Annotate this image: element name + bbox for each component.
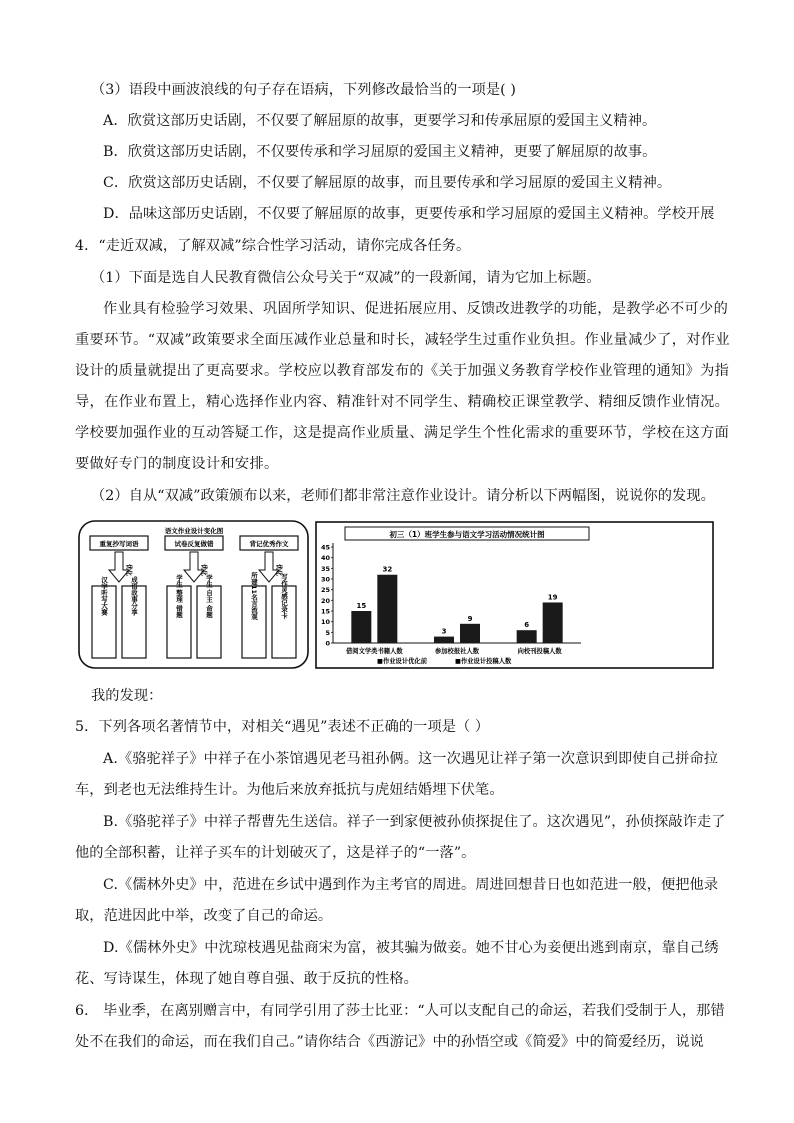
q3-option-b: B．欣赏这部历史话剧，不仅要传承和学习屈原的爱国主义精神，更要了解屈原的故事。 <box>103 144 657 160</box>
bar-chart-frame <box>316 522 713 668</box>
q5-option-c-2: 取，范进因此中举，改变了自己的命运。 <box>75 908 333 924</box>
bar-before <box>351 611 371 643</box>
bar-data-label: 3 <box>441 627 447 636</box>
bar-data-label: 9 <box>467 614 473 623</box>
x-tick-label: 参加校报社人数 <box>434 648 480 655</box>
q4-part2: （2）自从“双减”政策颁布以来，老师们都非常注意作业设计。请分析以下两幅图，说说你的发现。 <box>91 488 715 504</box>
q5-option-c-1: C.《儒林外史》中，范进在乡试中遇到作为主考官的周进。周进回想昔日也如范进一般，便把他录 <box>103 877 719 893</box>
bar-data-label: 6 <box>524 621 530 630</box>
flow-column-3 <box>240 536 298 658</box>
news-line-1: 作业具有检验学习效果、巩固所学知识、促进拓展应用、反馈改进教学的功能，是教学必不可少的 <box>103 301 729 317</box>
bar-after <box>543 602 563 643</box>
q4-stem: 4．“走近双减，了解双减”综合性学习活动，请你完成各任务。 <box>75 238 471 254</box>
news-line-6: 要做好专门的制度设计和安排。 <box>75 456 279 472</box>
flow-after-text-1: 所建11名言流观 <box>250 571 258 621</box>
q4-part1: （1）下面是选自人民教育微信公众号关于“双减”的一段新闻，请为它加上标题。 <box>91 270 601 286</box>
bar-data-label: 32 <box>382 565 393 574</box>
bar-chart-title: 初三（1）班学生参与语文学习活动情况统计图 <box>389 530 545 539</box>
legend-entry-before: ■作业设计优化前 <box>377 658 428 665</box>
q5-option-a-1: A.《骆驼祥子》中祥子在小茶馆遇见老马祖孙俩。这一次遇见让祥子第一次意识到即使自己拼命拉 <box>103 751 719 767</box>
q3-option-a: A．欣赏这部历史话剧，不仅要了解屈原的故事，更要学习和传承屈原的爱国主义精神。 <box>103 113 657 129</box>
bar-data-label: 19 <box>547 593 558 602</box>
flow-column-2 <box>165 536 223 658</box>
bar-after <box>377 575 397 643</box>
news-line-3: 设计的质量就提出了更高要求。学校应以教育部发布的《关于加强义务教育学校作业管理的通知》为指 <box>75 363 730 379</box>
bar-after <box>460 624 480 643</box>
q3-option-d: D．品味这部历史话剧，不仅要了解屈原的故事，更要传承和学习屈原的爱国主义精神。学校开展 <box>103 206 715 222</box>
q5-option-d-2: 花、写诗谋生，体现了她自尊自强、敢于反抗的性格。 <box>75 971 418 987</box>
q5-option-b-2: 他的全部积蓄，让祥子买车的计划破灭了，这是祥子的“一落”。 <box>75 845 476 861</box>
x-tick-label: 借阅文学类书籍人数 <box>345 648 403 655</box>
q6-line-1: 6． 毕业季，在离别赠言中，有同学引用了莎士比亚：“人可以支配自己的命运，若我们受制于人，那错 <box>75 1003 725 1019</box>
y-tick-label: 20 <box>320 596 330 605</box>
flow-column-1 <box>90 536 148 658</box>
q6-line-2: 处不在我们的命运，而在我们自己。”请你结合《西游记》中的孙悟空或《简爱》中的简爱经历，说说 <box>75 1034 704 1050</box>
legend-entry-after: ■作业设计投稿人数 <box>455 658 512 665</box>
flow-after-text-1: 学生 整理 错题 <box>175 574 183 618</box>
flow-before-text: 试卷反复做错 <box>174 540 214 548</box>
y-tick-label: 30 <box>320 575 330 584</box>
q5-option-a-2: 车，到老也无法维持生计。为他后来放弃抵抗与虎妞结婚埋下伏笔。 <box>75 782 504 798</box>
q3-stem: （3）语段中画波浪线的句子存在语病，下列修改最恰当的一项是( ) <box>91 82 517 98</box>
y-tick-label: 10 <box>320 618 330 627</box>
flow-after-text-2: 学生 自主 命题 <box>205 574 213 618</box>
flow-before-text: 重复抄写词语 <box>99 540 139 548</box>
bar-data-label: 15 <box>356 602 367 610</box>
y-tick-label: 5 <box>325 628 330 637</box>
news-line-2: 重要环节。“双减”政策要求全面压减作业总量和时长，减轻学生过重作业负担。作业量减少了，对作业 <box>75 332 730 348</box>
y-tick-label: 45 <box>320 543 330 552</box>
flow-chart-title: 语文作业设计变化图 <box>164 527 224 535</box>
y-tick-label: 40 <box>320 554 330 563</box>
bar-chart <box>315 521 715 670</box>
flow-arrow-label: 优化 <box>125 564 132 577</box>
bar-chart-plot <box>321 543 581 665</box>
news-line-5: 学校要加强作业的互动答疑工作，这是提高作业质量、满足学生个性化需求的重要环节，学校在这方面 <box>75 425 730 441</box>
flow-after-text-2: 写作灵感记录卡 <box>280 573 288 619</box>
x-tick-label: 向校刊投稿人数 <box>517 648 562 655</box>
flow-arrow-label: 优化 <box>200 564 207 577</box>
flow-after-text-2: 成语故事分享 <box>130 576 138 616</box>
y-tick-label: 35 <box>320 564 330 573</box>
bar-before <box>517 630 537 643</box>
bar-before <box>434 637 454 643</box>
flow-chart <box>78 520 310 670</box>
flow-before-text: 背记优秀作文 <box>249 540 289 548</box>
q5-option-b-1: B.《骆驼祥子》中祥子帮曹先生送信。祥子一到家便被孙侦探捉住了。这次遇见”，孙侦探敲诈走了 <box>103 814 726 830</box>
q5-option-d-1: D.《儒林外史》中沈琼枝遇见盐商宋为富，被其骗为做妾。她不甘心为妾便出逃到南京，靠自己绣 <box>103 940 719 956</box>
flow-arrow-label: 优化 <box>275 564 282 577</box>
figures <box>78 520 718 672</box>
y-tick-label: 15 <box>320 607 330 616</box>
news-line-4: 导，在作业布置上，精心选择作业内容、精准针对不同学生、精确校正课堂教学、精细反馈作业情况。 <box>75 394 730 410</box>
flow-after-text-1: 汉字听写大赛 <box>100 576 108 616</box>
y-tick-label: 0 <box>325 639 330 648</box>
y-tick-label: 25 <box>320 586 330 595</box>
q5-stem: 5．下列各项名著情节中，对相关“遇见”表述不正确的一项是（ ） <box>75 719 490 735</box>
q3-option-c: C．欣赏这部历史话剧，不仅要了解屈原的故事，而且要传承和学习屈原的爱国主义精神。 <box>103 175 672 191</box>
my-findings-label: 我的发现： <box>91 688 163 704</box>
